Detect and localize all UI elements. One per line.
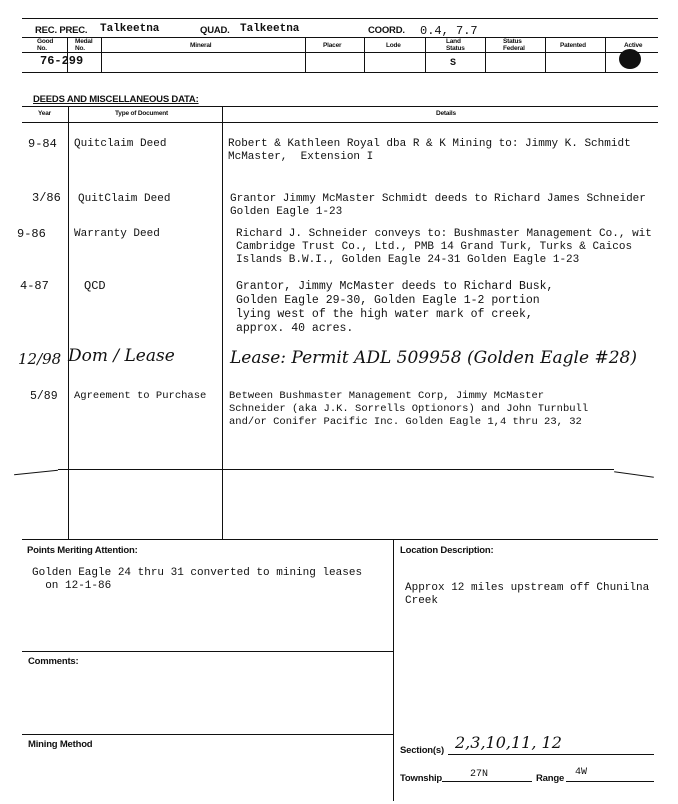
entry-6-details: Between Bushmaster Management Corp, Jimmy McMaster Schneider (aka J.K. Sorrells Optionors) and John Turnbull and/or Conifer Pacific Inc. Golden Eagle 1,4 thru 23, 32 xyxy=(229,390,589,428)
entry-5-year: 12/98 xyxy=(18,350,62,368)
col-placer: Placer xyxy=(323,42,342,49)
header-cols-bottom xyxy=(22,52,658,53)
entry-3-type: Warranty Deed xyxy=(74,228,160,240)
col-year: Year xyxy=(38,110,51,117)
entry-2-type: QuitClaim Deed xyxy=(78,193,171,205)
good-no-value: 76-299 xyxy=(40,54,84,68)
entry-4-year: 4-87 xyxy=(20,279,49,293)
points-meriting-label: Points Meriting Attention: xyxy=(27,545,138,556)
col-details: Details xyxy=(436,110,456,117)
entry-4-type: QCD xyxy=(84,279,106,293)
header-top-rule xyxy=(22,18,658,19)
coord-label: COORD. xyxy=(368,25,405,36)
range-label: Range xyxy=(536,773,565,784)
sections-value: 2,3,10,11, 12 xyxy=(455,733,562,752)
location-label: Location Description: xyxy=(400,545,494,556)
col-type: Type of Document xyxy=(115,110,169,117)
bottom-top-rule xyxy=(22,539,658,540)
col-lode: Lode xyxy=(386,42,401,49)
entry-5-details: Lease: Permit ADL 509958 (Golden Eagle #28) xyxy=(230,348,637,368)
coord-value: 0.4, 7.7 xyxy=(420,24,478,38)
hdr-sep-4 xyxy=(364,37,365,72)
entry-2-details: Grantor Jimmy McMaster Schmidt deeds to Richard James Schneider Golden Eagle 1-23 xyxy=(230,193,646,218)
mining-method-label: Mining Method xyxy=(28,739,93,750)
entry-1-details: Robert & Kathleen Royal dba R & K Mining to: Jimmy K. Schmidt McMaster, Extension I xyxy=(228,138,631,163)
deeds-top-rule xyxy=(22,106,658,107)
township-underline xyxy=(442,781,532,782)
col-patented: Patented xyxy=(560,42,586,49)
hdr-sep-3 xyxy=(305,37,306,72)
deeds-section-title: DEEDS AND MISCELLANEOUS DATA: xyxy=(33,94,199,105)
rec-prec-value: Talkeetna xyxy=(100,23,160,35)
col-mineral: Mineral xyxy=(190,42,212,49)
col-active: Active xyxy=(624,42,643,49)
hdr-sep-7 xyxy=(545,37,546,72)
entry-6-type: Agreement to Purchase xyxy=(74,390,207,402)
entry-4-details: Grantor, Jimmy McMaster deeds to Richard Busk, Golden Eagle 29-30, Golden Eagle 1-2 portion lying west of the high water mark of creek, approx. 40 acres. xyxy=(236,280,554,335)
mining-method-top-rule xyxy=(22,734,393,735)
sections-underline xyxy=(448,754,654,755)
township-label: Township xyxy=(400,773,443,784)
sections-label: Section(s) xyxy=(400,745,444,756)
land-status-value: S xyxy=(450,58,457,69)
entry-3-year: 9-86 xyxy=(17,227,46,241)
range-underline xyxy=(566,781,654,782)
township-value: 27N xyxy=(470,769,489,780)
deeds-head-rule xyxy=(22,122,658,123)
deeds-lower-rule xyxy=(58,469,614,470)
hdr-sep-8 xyxy=(605,37,606,72)
location-text: Approx 12 miles upstream off Chunilna Creek xyxy=(405,582,650,607)
deeds-sep-year xyxy=(68,106,69,540)
header-row-bottom xyxy=(22,72,658,73)
deeds-sep-type xyxy=(222,106,223,540)
col-good-no: Good No. xyxy=(37,38,54,52)
hdr-sep-6 xyxy=(485,37,486,72)
points-meriting-text: Golden Eagle 24 thru 31 converted to mining leases on 12-1-86 xyxy=(32,567,363,592)
quad-value: Talkeetna xyxy=(240,23,300,35)
entry-1-type: Quitclaim Deed xyxy=(74,138,167,150)
entry-3-details: Richard J. Schneider conveys to: Bushmaster Management Co., wit Cambridge Trust Co., Ltd., PMB 14 Grand Turk, Turks & Caicos Islands B.W.I., Golden Eagle 24-31 Golden Eagle 1-23 xyxy=(236,228,652,266)
col-medal-no: Medal No. xyxy=(75,38,93,52)
bottom-vertical-divider xyxy=(393,539,394,801)
deeds-lower-rule-right xyxy=(614,471,654,478)
entry-1-year: 9-84 xyxy=(28,137,57,151)
entry-2-year: 3/86 xyxy=(32,191,61,205)
hdr-sep-2 xyxy=(101,37,102,72)
entry-6-year: 5/89 xyxy=(30,390,58,403)
hdr-sep-5 xyxy=(425,37,426,72)
active-marker-dot xyxy=(619,49,641,69)
comments-label: Comments: xyxy=(28,656,79,667)
rec-prec-label: REC. PREC. xyxy=(35,25,88,36)
col-land-status: Land Status xyxy=(446,38,465,52)
entry-5-type: Dom / Lease xyxy=(68,346,175,366)
col-status-federal: Status Federal xyxy=(503,38,525,52)
deeds-lower-rule-left xyxy=(14,470,58,476)
range-value: 4W xyxy=(575,767,588,778)
header-cols-top xyxy=(22,37,658,38)
comments-top-rule xyxy=(22,651,393,652)
quad-label: QUAD. xyxy=(200,25,230,36)
